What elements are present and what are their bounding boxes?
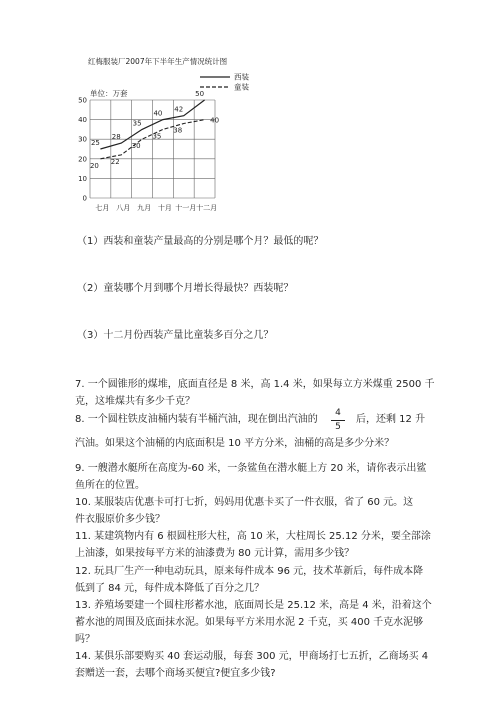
question-2: （2）童装哪个月到哪个月增长得最快？西装呢？ xyxy=(77,283,294,294)
fraction-numerator: 4 xyxy=(335,408,341,418)
y-tick-label: 20 xyxy=(78,155,87,164)
question-12-line-1: 12. 玩具厂生产一种电动玩具，原来每件成本 96 元，技术革新后，每件成本降 xyxy=(75,566,424,577)
fraction-four-fifths xyxy=(331,408,345,433)
question-10-line-2: 件衣服原价多少钱？ xyxy=(75,514,165,525)
question-1: （1）西装和童装产量最高的分别是哪个月？最低的呢？ xyxy=(77,236,324,247)
line-chart xyxy=(60,50,280,220)
data-label: 38 xyxy=(173,126,183,135)
data-label: 35 xyxy=(132,119,142,128)
question-12-line-2: 低到了 84 元，每件成本降低了百分之几？ xyxy=(75,583,265,594)
data-label: 20 xyxy=(89,161,99,170)
legend-label: 童装 xyxy=(234,82,249,92)
legend-label: 西装 xyxy=(234,72,249,82)
y-tick-label: 10 xyxy=(78,174,87,183)
question-11-line-2: 上油漆，如果按每平方米的油漆费为 80 元计算，需用多少钱？ xyxy=(75,548,355,559)
x-tick-label: 十一月 xyxy=(175,204,197,212)
question-14-line-2: 套赠送一套，去哪个商场买便宜?便宜多少钱? xyxy=(75,668,276,679)
question-3: （3）十二月份西装产量比童装多百分之几？ xyxy=(77,330,274,341)
y-tick-label: 50 xyxy=(78,96,87,105)
data-label: 42 xyxy=(174,105,184,114)
question-7-line-1: 7. 一个圆锥形的煤堆，底面直径是 8 米，高 1.4 米，如果每立方米煤重 2500 千 xyxy=(75,379,435,390)
data-label: 25 xyxy=(90,139,100,147)
x-tick-label: 九月 xyxy=(137,204,152,212)
question-8-line-1a: 8. 一个圆柱铁皮油桶内装有半桶汽油，现在倒出汽油的 xyxy=(75,414,318,425)
x-tick-label: 十月 xyxy=(157,204,172,212)
question-14-line-1: 14. 某俱乐部要购买 40 套运动服，每套 300 元，甲商场打七五折，乙商场买 4 xyxy=(75,651,429,662)
data-label: 30 xyxy=(131,142,141,151)
x-tick-label: 十二月 xyxy=(196,204,218,212)
chart-unit-label: 单位：万套 xyxy=(90,89,128,98)
question-13-line-2: 蓄水池的周围及底面抹水泥。如果每平方米用水泥 2 千克，买 400 千克水泥够 xyxy=(75,617,424,628)
question-8-line-1b: 后，还剩 12 升 xyxy=(356,414,426,425)
chart-title: 红梅服装厂2007年下半年生产情况统计图 xyxy=(88,57,228,66)
y-tick-label: 30 xyxy=(78,135,87,144)
data-label: 40 xyxy=(153,109,163,118)
question-9-line-1: 9. 一艘潜水艇所在高度为-60 米，一条鲨鱼在潜水艇上方 20 米，请你表示出鲨 xyxy=(75,463,427,474)
question-7-line-2: 克，这堆煤共有多少千克？ xyxy=(75,396,195,407)
question-11-line-1: 11. 某建筑物内有 6 根圆柱形大柱，高 10 米，大柱周长 25.12 分米，要全部涂 xyxy=(75,531,431,542)
data-label: 22 xyxy=(110,157,120,166)
question-10-line-1: 10. 某服装店优惠卡可打七折，妈妈用优惠卡买了一件衣服，省了 60 元。这 xyxy=(75,497,414,508)
question-9-line-2: 鱼所在的位置。 xyxy=(75,480,145,491)
data-label: 28 xyxy=(111,133,121,142)
question-13-line-3: 吗？ xyxy=(75,634,95,645)
question-13-line-1: 13. 养殖场要建一个圆柱形蓄水池，底面周长是 25.12 米，高是 4 米，沿着这个 xyxy=(75,600,432,611)
data-label: 50 xyxy=(195,90,205,98)
y-tick-label: 0 xyxy=(82,194,87,203)
y-tick-label: 40 xyxy=(78,116,87,125)
x-tick-label: 七月 xyxy=(95,204,110,212)
question-8-line-2: 汽油。如果这个油桶的内底面积是 10 平方分米，油桶的高是多少分米？ xyxy=(75,438,395,449)
fraction-denominator: 5 xyxy=(335,422,341,432)
data-label: 40 xyxy=(210,116,220,125)
data-label: 35 xyxy=(152,132,162,141)
x-tick-label: 八月 xyxy=(116,204,131,212)
